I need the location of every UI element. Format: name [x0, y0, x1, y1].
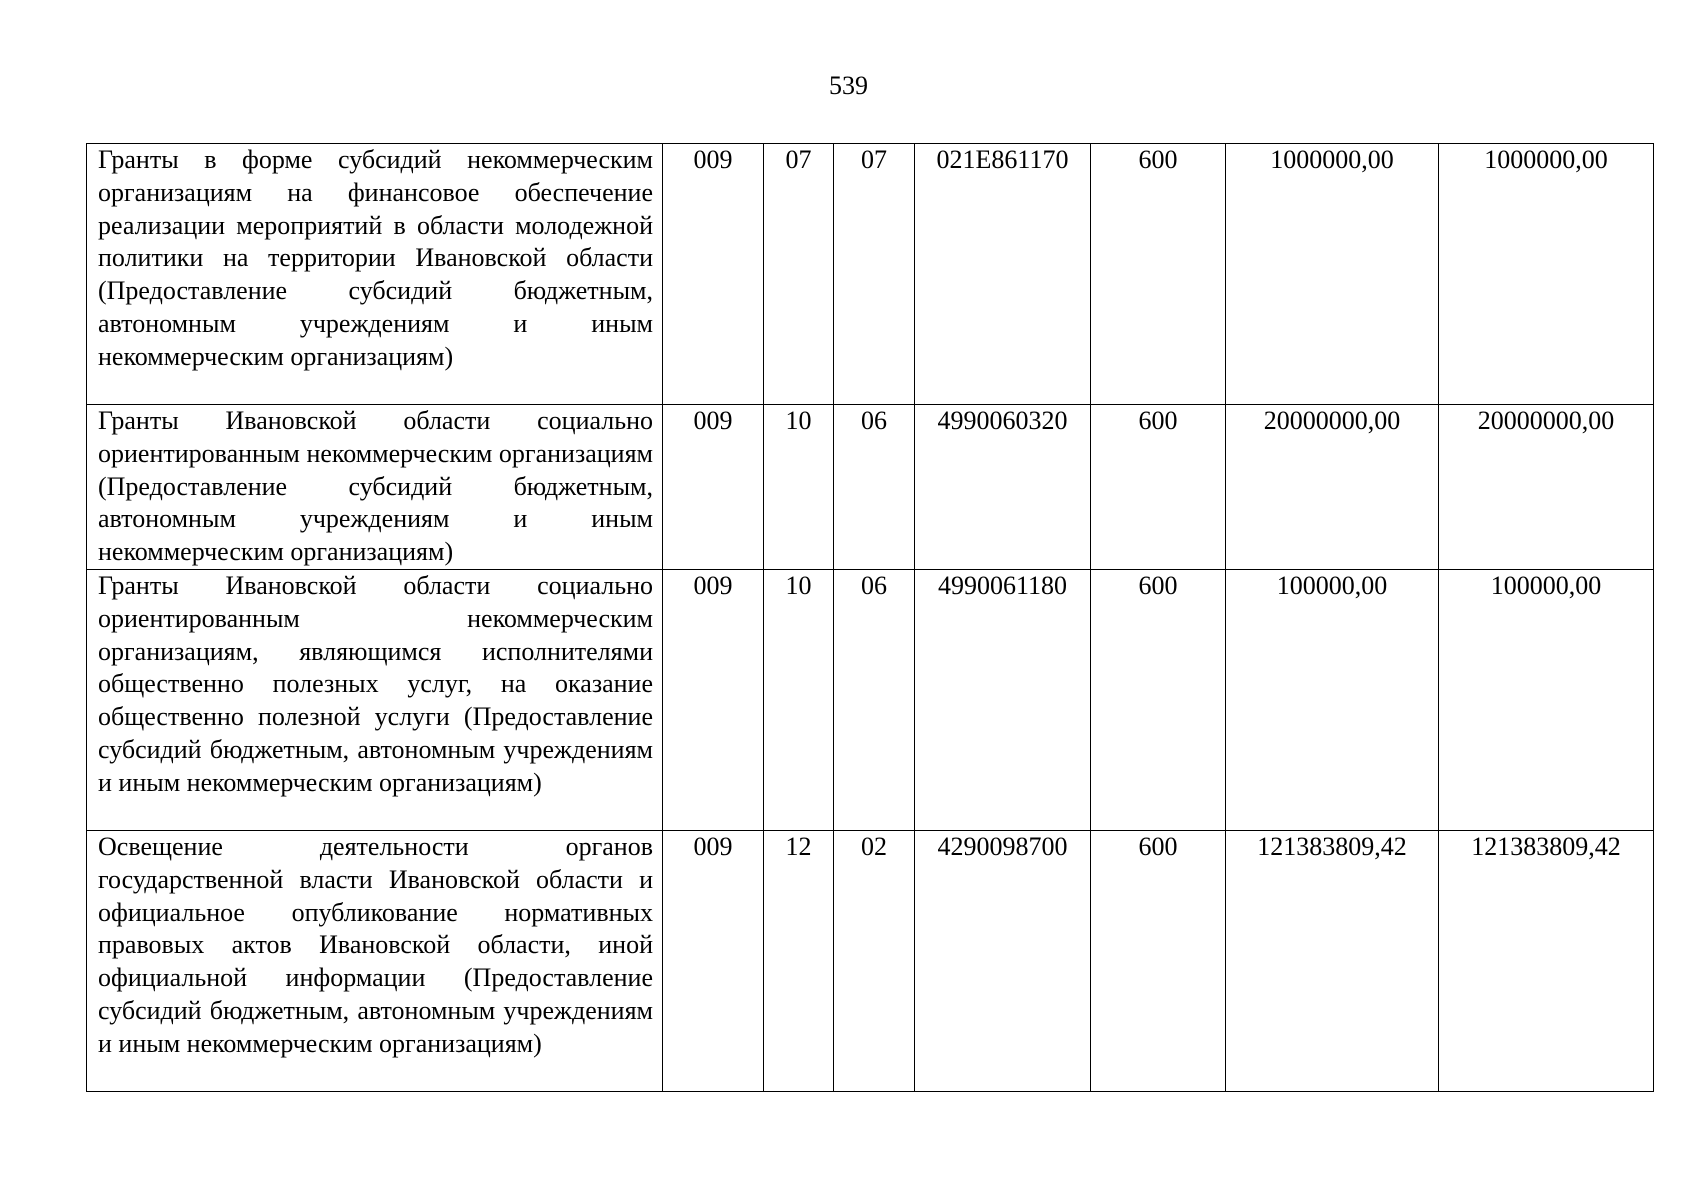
target-article-code: 4290098700	[915, 830, 1091, 1091]
amount-year-1: 121383809,42	[1226, 830, 1439, 1091]
table-row	[87, 144, 1654, 405]
subsection-code: 02	[834, 830, 915, 1091]
target-article-code: 4990060320	[915, 405, 1091, 570]
page-number: 539	[829, 71, 868, 100]
row-description: Гранты в форме субсидий некоммерческим организациям на финансовое обеспечение реализации мероприятий в области молодежной политики на территории Ивановской области (Предоставление субсидий бюджетным, автономным учреждениям и иным некоммерческим организациям)	[87, 144, 663, 405]
expense-type-code: 600	[1091, 569, 1226, 830]
section-code: 07	[764, 144, 834, 405]
admin-code: 009	[663, 830, 764, 1091]
amount-year-1: 20000000,00	[1226, 405, 1439, 570]
admin-code: 009	[663, 405, 764, 570]
expense-type-code: 600	[1091, 144, 1226, 405]
target-article-code: 4990061180	[915, 569, 1091, 830]
row-description: Освещение деятельности органов государственной власти Ивановской области и официальное опубликование нормативных правовых актов Ивановской области, иной официальной информации (Предоставление субсидий бюджетным, автономным учреждениям и иным некоммерческим организациям)	[87, 830, 663, 1091]
table-row	[87, 569, 1654, 830]
section-code: 10	[764, 405, 834, 570]
amount-year-2: 100000,00	[1439, 569, 1654, 830]
admin-code: 009	[663, 144, 764, 405]
subsection-code: 06	[834, 405, 915, 570]
table-row	[87, 830, 1654, 1091]
amount-year-2: 121383809,42	[1439, 830, 1654, 1091]
row-description: Гранты Ивановской области социально ориентированным некоммерческим организациям (Предоставление субсидий бюджетным, автономным учреждениям и иным некоммерческим организациям)	[87, 405, 663, 570]
target-article-code: 021E861170	[915, 144, 1091, 405]
amount-year-2: 20000000,00	[1439, 405, 1654, 570]
expense-type-code: 600	[1091, 830, 1226, 1091]
table-row	[87, 405, 1654, 570]
subsection-code: 07	[834, 144, 915, 405]
amount-year-1: 100000,00	[1226, 569, 1439, 830]
expense-type-code: 600	[1091, 405, 1226, 570]
section-code: 10	[764, 569, 834, 830]
row-description: Гранты Ивановской области социально ориентированным некоммерческим организациям, являющимся исполнителями общественно полезных услуг, на оказание общественно полезной услуги (Предоставление субсидий бюджетным, автономным учреждениям и иным некоммерческим организациям)	[87, 569, 663, 830]
admin-code: 009	[663, 569, 764, 830]
amount-year-2: 1000000,00	[1439, 144, 1654, 405]
budget-table	[86, 143, 1654, 1092]
section-code: 12	[764, 830, 834, 1091]
amount-year-1: 1000000,00	[1226, 144, 1439, 405]
subsection-code: 06	[834, 569, 915, 830]
